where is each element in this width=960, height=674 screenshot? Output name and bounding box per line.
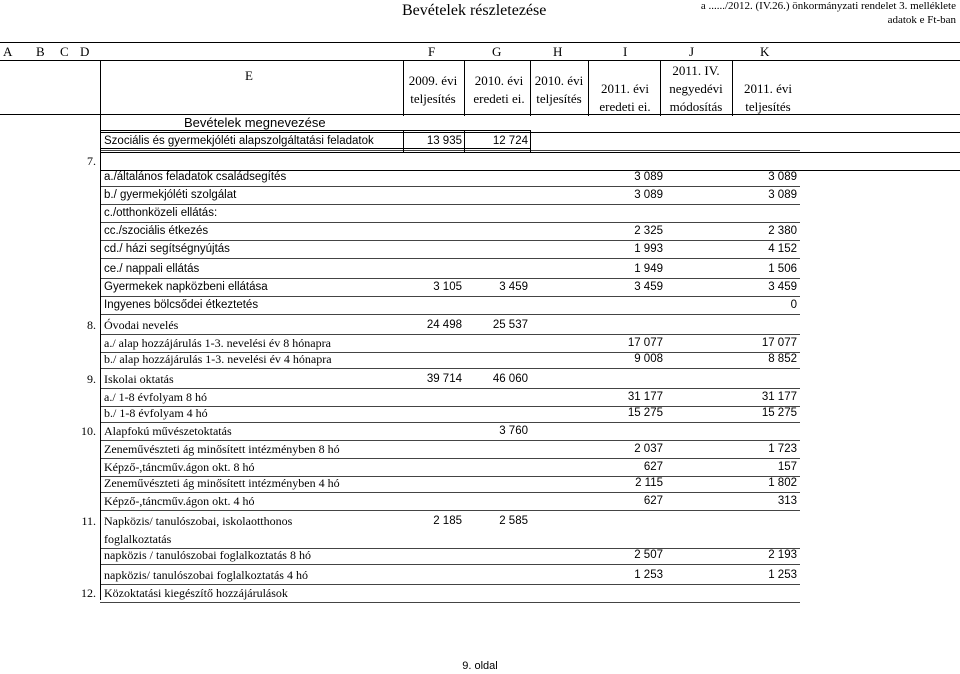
column-letter-h: H: [553, 44, 563, 59]
decree-reference: a ....../2012. (IV.26.) önkormányzati rendelet 3. melléklete: [700, 0, 956, 12]
row-label: b./ alap hozzájárulás 1-3. nevelési év 4 hónapra: [104, 352, 332, 366]
value-k: 3 459: [768, 281, 797, 293]
value-k: 0: [790, 299, 797, 311]
grid-hline: [100, 368, 800, 369]
grid-hline: [0, 114, 960, 115]
row-label: Képző-,táncműv.ágon okt. 4 hó: [104, 494, 255, 508]
column-title-g: eredeti ei.: [473, 91, 525, 106]
value-i: 1 993: [634, 243, 663, 255]
grid-hline: [100, 150, 800, 151]
column-letter-k: K: [760, 44, 770, 59]
column-letter-f: F: [428, 44, 436, 59]
value-g: 25 537: [492, 319, 528, 331]
value-k: 157: [777, 461, 797, 473]
grid-hline: [100, 296, 800, 297]
row-label: Ingyenes bölcsődei étkeztetés: [104, 299, 259, 311]
page-number: 9. oldal: [462, 660, 498, 672]
name-column-header: Bevételek megnevezése: [184, 115, 326, 130]
row-label: napközis/ tanulószobai foglalkoztatás 4 hó: [104, 568, 308, 582]
grid-vline: [588, 60, 589, 116]
value-f: 13 935: [426, 135, 462, 147]
grid-vline: [464, 130, 465, 152]
row-label: b./ gyermekjóléti szolgálat: [104, 189, 237, 201]
value-f: 24 498: [426, 319, 462, 331]
grid-hline: [100, 186, 800, 187]
row-label: cc./szociális étkezés: [104, 225, 209, 237]
row-label: Óvodai nevelés: [104, 318, 179, 332]
column-title-j: módosítás: [669, 99, 723, 114]
row-label: Napközis/ tanulószobai, iskolaotthonos: [104, 514, 293, 528]
grid-hline: [100, 334, 800, 335]
row-label: Gyermekek napközbeni ellátása: [104, 281, 268, 293]
column-title-f: 2009. évi: [408, 73, 458, 88]
grid-hline: [100, 130, 530, 131]
value-k: 3 089: [768, 189, 797, 201]
grid-hline: [100, 388, 800, 389]
grid-hline: [100, 440, 800, 441]
column-letter-c: C: [60, 44, 69, 59]
value-g: 3 760: [499, 425, 528, 437]
grid-vline: [530, 60, 531, 116]
row-number: 8.: [87, 318, 96, 332]
value-k: 1 802: [768, 477, 797, 489]
grid-hline: [0, 42, 960, 43]
row-label: cd./ házi segítségnyújtás: [104, 243, 230, 255]
row-number: 12.: [81, 586, 96, 600]
row-label: a./ alap hozzájárulás 1-3. nevelési év 8 hónapra: [104, 336, 331, 350]
value-k: 3 089: [768, 171, 797, 183]
column-letter-g: G: [492, 44, 502, 59]
value-i: 2 037: [634, 443, 663, 455]
row-label: napközis / tanulószobai foglalkoztatás 8 hó: [104, 548, 311, 562]
value-f: 3 105: [433, 281, 462, 293]
column-title-g: 2010. évi: [474, 73, 524, 88]
row-label-continued: foglalkoztatás: [104, 532, 172, 546]
row-label: a./ 1-8 évfolyam 8 hó: [104, 390, 207, 404]
value-i: 15 275: [627, 407, 663, 419]
column-title-i: eredeti ei.: [599, 99, 651, 114]
grid-hline: [100, 510, 800, 511]
grid-vline: [100, 60, 101, 600]
grid-vline: [732, 60, 733, 116]
page-title: Bevételek részletezése: [402, 2, 547, 19]
value-f: 39 714: [426, 373, 462, 385]
value-i: 1 253: [634, 569, 663, 581]
row-label: Alapfokú művészetoktatás: [104, 424, 232, 438]
value-k: 4 152: [768, 243, 797, 255]
value-i: 2 325: [634, 225, 663, 237]
column-letter-j: J: [689, 44, 695, 59]
grid-hline: [100, 492, 800, 493]
row-number: 11.: [81, 514, 96, 528]
row-label: b./ 1-8 évfolyam 4 hó: [104, 406, 208, 420]
row-number: 7.: [87, 154, 96, 168]
row-label: Közoktatási kiegészítő hozzájárulások: [104, 586, 288, 600]
value-i: 627: [643, 495, 663, 507]
grid-vline: [464, 60, 465, 116]
value-g: 12 724: [492, 135, 528, 147]
value-i: 3 089: [634, 171, 663, 183]
value-g: 3 459: [499, 281, 528, 293]
value-i: 2 507: [634, 549, 663, 561]
grid-hline: [100, 258, 800, 259]
grid-vline: [403, 130, 404, 152]
value-i: 2 115: [635, 477, 663, 489]
column-title-j: negyedévi: [669, 81, 723, 96]
row-label: c./otthonközeli ellátás:: [104, 207, 218, 219]
value-i: 1 949: [634, 263, 663, 275]
value-i: 31 177: [627, 391, 663, 403]
value-k: 1 723: [768, 443, 797, 455]
column-letter-e: E: [245, 68, 253, 83]
column-title-h: 2010. évi: [534, 73, 584, 88]
value-g: 46 060: [492, 373, 528, 385]
grid-vline: [403, 60, 404, 116]
value-k: 8 852: [768, 353, 797, 365]
row-label: Iskolai oktatás: [104, 372, 174, 386]
value-k: 313: [777, 495, 797, 507]
value-k: 2 193: [768, 549, 797, 561]
row-label: Zeneművészteti ág minősített intézményben 8 hó: [104, 442, 340, 456]
value-k: 31 177: [761, 391, 797, 403]
grid-hline: [100, 314, 800, 315]
value-f: 2 185: [433, 515, 462, 527]
value-g: 2 585: [499, 515, 528, 527]
value-i: 9 008: [634, 353, 663, 365]
column-title-k: teljesítés: [745, 99, 791, 114]
row-label: a./általános feladatok családsegítés: [104, 171, 287, 183]
row-label: Képző-,táncműv.ágon okt. 8 hó: [104, 460, 255, 474]
row-label: ce./ nappali ellátás: [104, 263, 200, 275]
row-number: 9.: [87, 372, 96, 386]
column-title-f: teljesítés: [410, 91, 456, 106]
column-title-h: teljesítés: [536, 91, 582, 106]
value-i: 3 089: [634, 189, 663, 201]
column-letter-d: D: [80, 44, 90, 59]
grid-hline: [100, 602, 800, 603]
grid-hline: [100, 278, 800, 279]
column-letter-a: A: [3, 44, 13, 59]
grid-hline: [100, 584, 800, 585]
grid-hline: [100, 564, 800, 565]
column-title-k: 2011. évi: [744, 81, 792, 96]
value-k: 1 506: [768, 263, 797, 275]
column-letter-i: I: [623, 44, 628, 59]
grid-hline: [100, 240, 800, 241]
row-label: Szociális és gyermekjóléti alapszolgáltatási feladatok: [104, 135, 374, 147]
grid-vline: [660, 60, 661, 116]
column-title-j: 2011. IV.: [672, 63, 720, 78]
column-title-i: 2011. évi: [601, 81, 649, 96]
value-k: 15 275: [761, 407, 797, 419]
grid-hline: [100, 422, 800, 423]
grid-hline: [0, 60, 960, 61]
grid-vline: [530, 130, 531, 152]
unit-note: adatok e Ft-ban: [887, 14, 956, 26]
grid-hline: [100, 458, 800, 459]
value-k: 2 380: [768, 225, 797, 237]
row-label: Zeneművészteti ág minősített intézményben 4 hó: [104, 476, 340, 490]
value-i: 17 077: [627, 337, 663, 349]
value-k: 1 253: [768, 569, 797, 581]
value-k: 17 077: [761, 337, 797, 349]
grid-hline: [100, 204, 800, 205]
row-number: 10.: [81, 424, 96, 438]
value-i: 3 459: [634, 281, 663, 293]
column-letter-b: B: [36, 44, 45, 59]
value-i: 627: [643, 461, 663, 473]
grid-hline: [100, 152, 960, 153]
grid-hline: [100, 222, 800, 223]
